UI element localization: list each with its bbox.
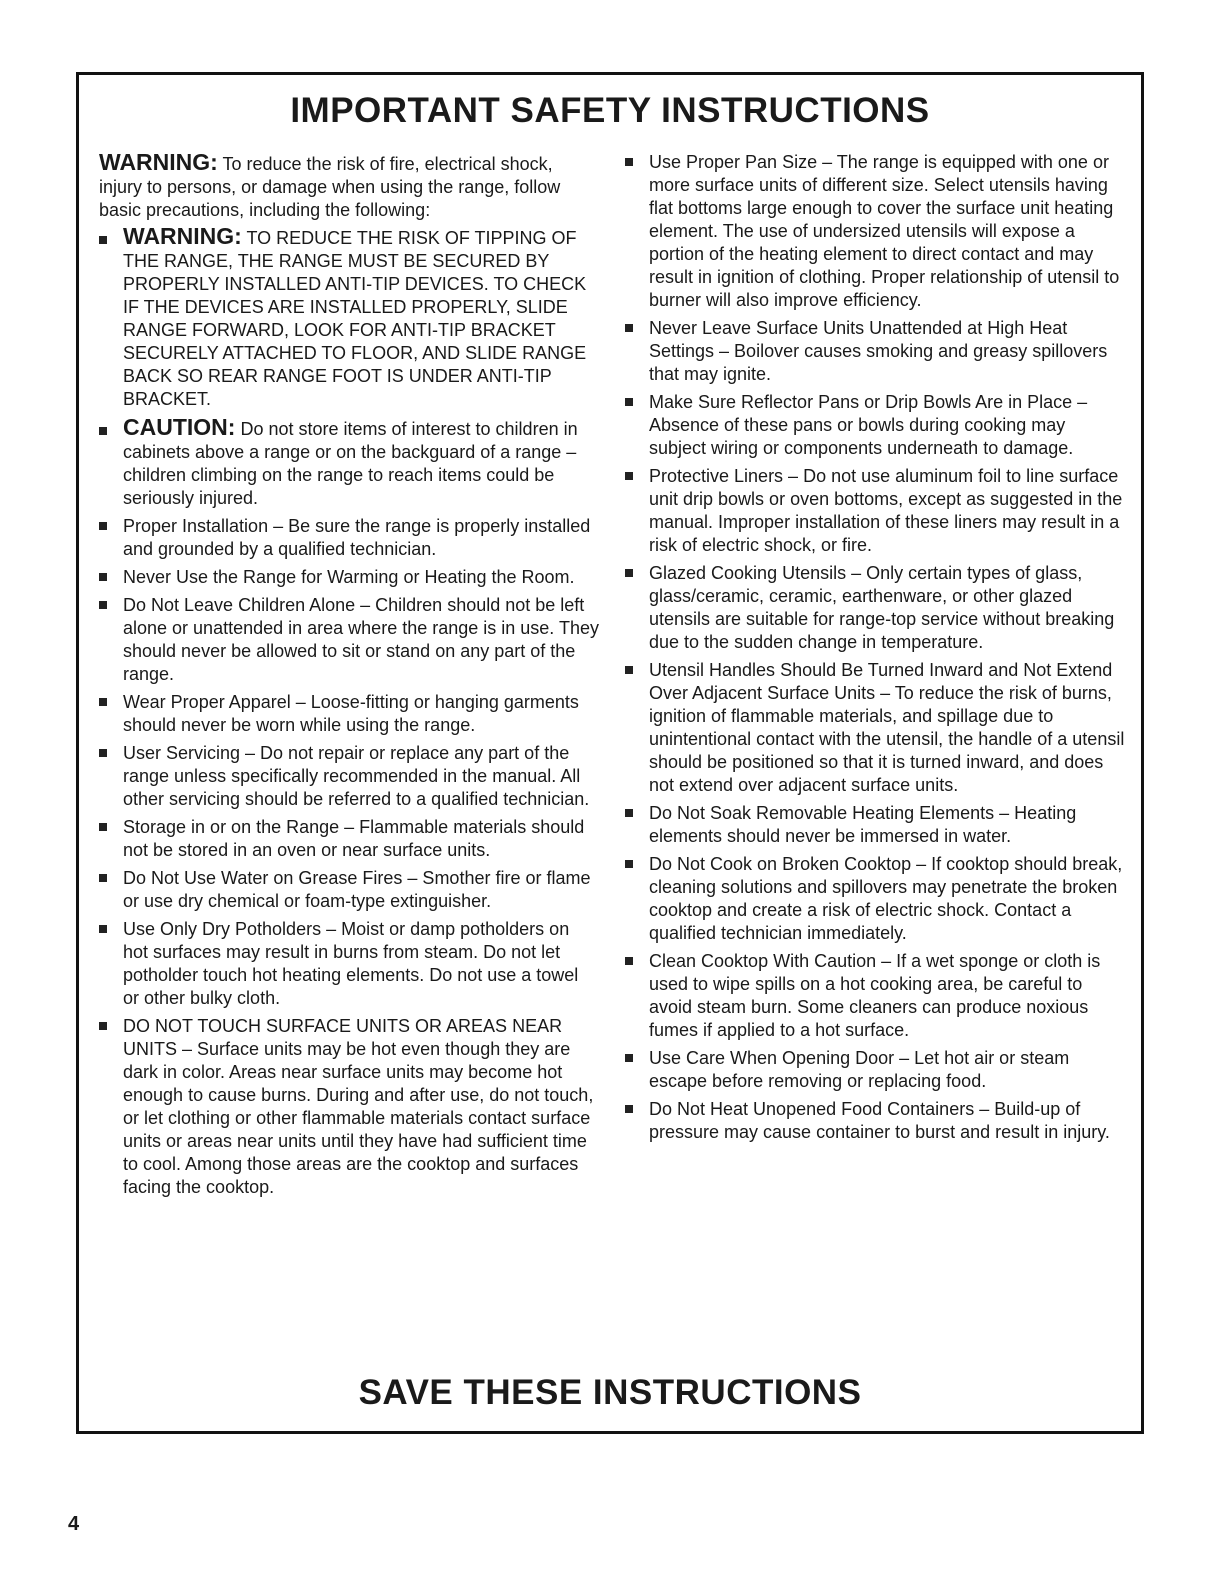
item-label: CAUTION: <box>123 414 236 440</box>
square-bullet-icon <box>99 925 107 933</box>
safety-list-item <box>99 594 599 686</box>
safety-list-item <box>625 391 1125 460</box>
item-text: Do Not Soak Removable Heating Elements – Heating elements should never be immersed in water. <box>649 803 1077 846</box>
safety-list-item <box>625 802 1125 848</box>
safety-list-item <box>625 562 1125 654</box>
item-text: Use Only Dry Potholders – Moist or damp potholders on hot surfaces may result in burns from steam. Do not let potholder touch hot heating elements. Do not use a towel or other bulky cloth. <box>123 919 579 1008</box>
intro-warning-label: WARNING: <box>99 149 218 175</box>
safety-list-item <box>625 853 1125 945</box>
safety-list-item <box>625 151 1125 312</box>
item-text: Use Proper Pan Size – The range is equipped with one or more surface units of different size. Select utensils having flat bottoms large enough to cover the surface unit heating element. The use of undersized utensils will expose a portion of the heating element to direct contact and may result in ignition of clothing. Proper relationship of utensil to burner will also improve efficiency. <box>649 152 1120 310</box>
save-instructions-title: SAVE THESE INSTRUCTIONS <box>358 1373 862 1412</box>
square-bullet-icon <box>99 749 107 757</box>
square-bullet-icon <box>625 158 633 166</box>
item-text: Utensil Handles Should Be Turned Inward and Not Extend Over Adjacent Surface Units – To reduce the risk of burns, ignition of flammable materials, and spillage due to unintentional contact with the utensil, the handle of a utensil should be positioned so that it is turned inward, and does not extend over adjacent surface units. <box>649 660 1125 795</box>
safety-instructions-box <box>76 72 1144 1434</box>
safety-list-item <box>99 416 599 510</box>
safety-list-item <box>99 515 599 561</box>
safety-list-item <box>99 225 599 411</box>
item-text: Proper Installation – Be sure the range is properly installed and grounded by a qualified technician. <box>123 516 591 559</box>
safety-list-item <box>625 465 1125 557</box>
square-bullet-icon <box>99 573 107 581</box>
item-text: Use Care When Opening Door – Let hot air or steam escape before removing or replacing food. <box>649 1048 1070 1091</box>
page-title: IMPORTANT SAFETY INSTRUCTIONS <box>290 91 930 130</box>
square-bullet-icon <box>625 472 633 480</box>
left-bullet-list <box>99 225 599 1199</box>
square-bullet-icon <box>625 666 633 674</box>
safety-list-item <box>625 1047 1125 1093</box>
intro-text: To reduce the risk of fire, electrical shock, injury to persons, or damage when using the range, follow basic precautions, including the following: <box>99 154 561 220</box>
square-bullet-icon <box>625 1054 633 1062</box>
right-column <box>625 151 1125 1149</box>
item-text: Never Use the Range for Warming or Heating the Room. <box>123 567 575 587</box>
safety-list-item <box>99 742 599 811</box>
item-text: Never Leave Surface Units Unattended at High Heat Settings – Boilover causes smoking and greasy spillovers that may ignite. <box>649 318 1108 384</box>
square-bullet-icon <box>625 957 633 965</box>
safety-list-item <box>625 1098 1125 1144</box>
item-text: Make Sure Reflector Pans or Drip Bowls Are in Place – Absence of these pans or bowls during cooking may subject wiring or components underneath to damage. <box>649 392 1088 458</box>
item-text: Do not store items of interest to children in cabinets above a range or on the backguard of a range – children climbing on the range to reach items could be seriously injured. <box>123 419 578 508</box>
square-bullet-icon <box>625 860 633 868</box>
square-bullet-icon <box>625 569 633 577</box>
square-bullet-icon <box>99 823 107 831</box>
item-text: Do Not Cook on Broken Cooktop – If cooktop should break, cleaning solutions and spillovers may penetrate the broken cooktop and create a risk of electric shock. Contact a qualified technician immediately. <box>649 854 1123 943</box>
square-bullet-icon <box>625 398 633 406</box>
item-text: Protective Liners – Do not use aluminum foil to line surface unit drip bowls or oven bottoms, except as suggested in the manual. Improper installation of these liners may result in a risk of electric shock, or fire. <box>649 466 1123 555</box>
square-bullet-icon <box>99 698 107 706</box>
safety-list-item <box>625 659 1125 797</box>
item-text: Glazed Cooking Utensils – Only certain types of glass, glass/ceramic, ceramic, earthenware, or other glazed utensils are suitable for range-top service without breaking due to the sudden change in temperature. <box>649 563 1115 652</box>
square-bullet-icon <box>625 324 633 332</box>
safety-list-item <box>625 317 1125 386</box>
square-bullet-icon <box>99 874 107 882</box>
item-text: Wear Proper Apparel – Loose-fitting or hanging garments should never be worn while using the range. <box>123 692 579 735</box>
safety-list-item <box>625 950 1125 1042</box>
square-bullet-icon <box>625 1105 633 1113</box>
square-bullet-icon <box>99 1022 107 1030</box>
item-text: Do Not Leave Children Alone – Children should not be left alone or unattended in area where the range is in use. They should never be allowed to sit or stand on any part of the range. <box>123 595 599 684</box>
item-text: Storage in or on the Range – Flammable materials should not be stored in an oven or near surface units. <box>123 817 585 860</box>
item-text: User Servicing – Do not repair or replace any part of the range unless specifically recommended in the manual. All other servicing should be referred to a qualified technician. <box>123 743 590 809</box>
intro-paragraph <box>99 151 599 222</box>
item-label: WARNING: <box>123 223 242 249</box>
safety-list-item <box>99 918 599 1010</box>
page-number: 4 <box>68 1513 80 1535</box>
safety-list-item <box>99 691 599 737</box>
square-bullet-icon <box>99 427 107 435</box>
item-text: Clean Cooktop With Caution – If a wet sponge or cloth is used to wipe spills on a hot cooking area, be careful to avoid steam burn. Some cleaners can produce noxious fumes if applied to a hot surface. <box>649 951 1101 1040</box>
safety-list-item <box>99 1015 599 1199</box>
square-bullet-icon <box>99 236 107 244</box>
square-bullet-icon <box>99 601 107 609</box>
item-text: DO NOT TOUCH SURFACE UNITS OR AREAS NEAR UNITS – Surface units may be hot even though they are dark in color. Areas near surface units may become hot enough to cause burns. During and after use, do not touch, or let clothing or other flammable materials contact surface units or areas near units until they have had sufficient time to cool. Among those areas are the cooktop and surfaces facing the cooktop. <box>123 1016 594 1197</box>
right-bullet-list <box>625 151 1125 1144</box>
safety-list-item <box>99 867 599 913</box>
square-bullet-icon <box>625 809 633 817</box>
item-text: TO REDUCE THE RISK OF TIPPING OF THE RANGE, THE RANGE MUST BE SECURED BY PROPERLY INSTALLED ANTI-TIP DEVICES. TO CHECK IF THE DEVICES ARE INSTALLED PROPERLY, SLIDE RANGE FORWARD, LOOK FOR ANTI-TIP BRACKET SECURELY ATTACHED TO FLOOR, AND SLIDE RANGE BACK SO REAR RANGE FOOT IS UNDER ANTI-TIP BRACKET. <box>123 228 587 409</box>
item-text: Do Not Use Water on Grease Fires – Smother fire or flame or use dry chemical or foam-type extinguisher. <box>123 868 591 911</box>
safety-list-item <box>99 566 599 589</box>
square-bullet-icon <box>99 522 107 530</box>
left-column <box>99 151 599 1204</box>
safety-list-item <box>99 816 599 862</box>
item-text: Do Not Heat Unopened Food Containers – Build-up of pressure may cause container to burst and result in injury. <box>649 1099 1110 1142</box>
